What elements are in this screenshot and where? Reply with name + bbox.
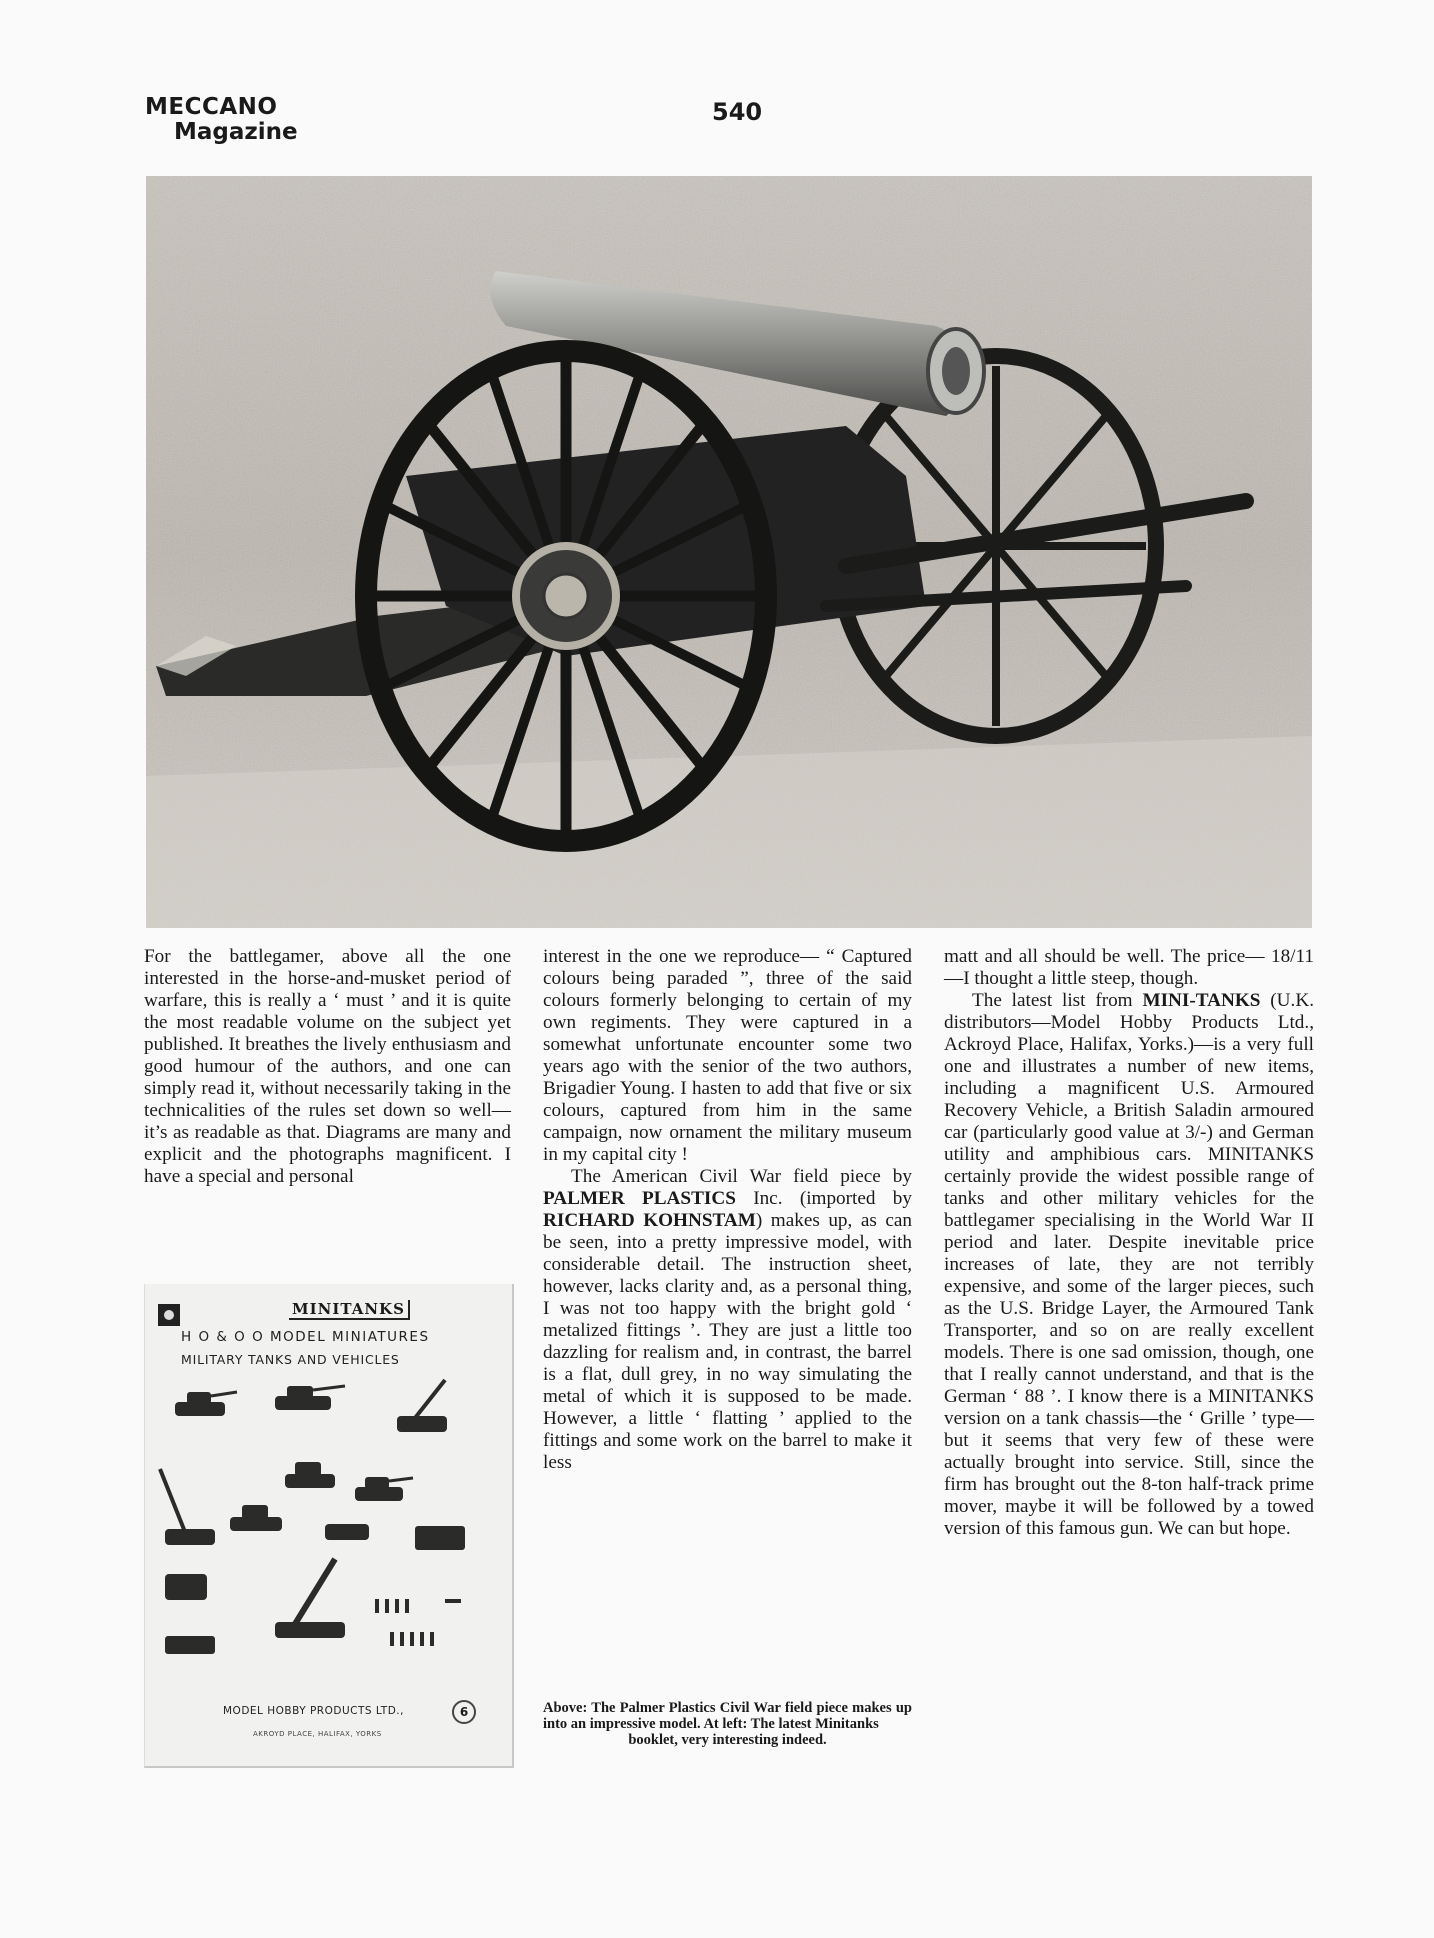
tank-icon: [175, 1392, 237, 1416]
booklet-subtitle-2: MILITARY TANKS AND VEHICLES: [181, 1352, 400, 1367]
column2-paragraph-1: interest in the one we reproduce— “ Captured colours being paraded ”, three of the said colours formerly belonging to certain of my own regiments. They were captured in a somewhat unfortunate encounter some two years ago with the senior of the two authors, Brigadier Young. I hasten to add that five or six colours, captured from him in the same campaign, now ornament the military museum in my capital city !: [543, 946, 912, 1165]
column-1: [144, 946, 511, 1188]
minitanks-name: MINI-TANKS: [1142, 990, 1261, 1011]
anti-aircraft-gun-icon: [160, 1469, 215, 1545]
photo-caption: [543, 1700, 912, 1748]
tank-icon: [285, 1462, 335, 1488]
booklet-price-badge: 6: [452, 1700, 476, 1724]
booklet-distributor: MODEL HOBBY PRODUCTS LTD.,: [223, 1705, 404, 1717]
masthead-title: MECCANO: [145, 94, 278, 120]
column3-paragraph-1: matt and all should be well. The price— 18/11—I thought a little steep, though.: [944, 946, 1314, 989]
half-track-icon: [165, 1574, 207, 1600]
importer-name: RICHARD KOHNSTAM: [543, 1210, 756, 1231]
armoured-car-icon: [325, 1524, 369, 1540]
masthead-subtitle: Magazine: [174, 119, 298, 145]
column2-text: Inc. (imported by: [753, 1188, 912, 1209]
truck-icon: [165, 1636, 215, 1654]
figures-icon: [390, 1632, 434, 1646]
figures-icon: [375, 1599, 461, 1613]
tank-icon: [275, 1386, 345, 1410]
self-propelled-gun-icon: [397, 1380, 447, 1432]
booklet-logo-icon: [158, 1304, 180, 1326]
tank-icon: [230, 1505, 282, 1531]
tank-icon: [355, 1477, 413, 1501]
column-3: [944, 946, 1314, 1540]
column3-paragraph-2: [944, 990, 1314, 1540]
column2-paragraph-2: [543, 1166, 912, 1474]
booklet-address: AKROYD PLACE, HALIFAX, YORKS: [253, 1730, 382, 1738]
column2-text: The American Civil War field piece by: [571, 1166, 912, 1187]
masthead: [145, 96, 298, 144]
column3-text: The latest list from: [972, 990, 1133, 1011]
minitanks-booklet-photo: [144, 1284, 514, 1768]
manufacturer-name: PALMER PLASTICS: [543, 1188, 736, 1209]
missile-launcher-icon: [275, 1559, 345, 1638]
caption-last-line: booklet, very interesting indeed.: [628, 1732, 827, 1748]
booklet-subtitle-1: H O & O O MODEL MINIATURES: [181, 1329, 430, 1345]
column-2: [543, 946, 912, 1474]
truck-icon: [415, 1526, 465, 1550]
cannon-photo: [146, 176, 1312, 928]
page-number: 540: [712, 98, 763, 126]
booklet-vehicle-illustrations: [145, 1374, 512, 1694]
column1-paragraph: For the battlegamer, above all the one interested in the horse-and-musket period of warfare, this is really a ‘ must ’ and it is quite the most readable volume on the subject yet published. It breathes the lively enthusiasm and good humour of the authors, and one can simply read it, without necessarily taking in the technicalities of the rules set down so well—it’s as readable as that. Diagrams are many and explicit and the photographs magnificent. I have a special and personal: [144, 946, 511, 1187]
column2-text: ) makes up, as can be seen, into a pretty impressive model, with considerable detail. The instruction sheet, however, lacks clarity and, as a personal thing, I was not too happy with the bright gold ‘ metalized fittings ’. They are just a little too dazzling for realism and, in contrast, the barrel is a flat, dull grey, in no way simulating the metal of which it is supposed to be made. However, a little ‘ flatting ’ applied to the fittings and some work on the barrel to make it less: [543, 1210, 912, 1473]
caption-text: Above: The Palmer Plastics Civil War field piece makes up into an impressive model. At left: The latest Minitanks: [543, 1700, 912, 1732]
column3-text: (U.K. distributors—Model Hobby Products Ltd., Ackroyd Place, Halifax, Yorks.)—is a very full one and illustrates a number of new items, including a magnificent U.S. Armoured Recovery Vehicle, a British Saladin armoured car (particularly good value at 3/-) and German utility and amphibious cars. MINITANKS certainly provide the widest possible range of tanks and other military vehicles for the battlegamer specialising in the World War II period and later. Despite inevitable price increases of late, they are not terribly expensive, and some of the larger pieces, such as the U.S. Bridge Layer, the Armoured Tank Transporter, and so on are really excellent models. There is one sad omission, though, one that I really cannot understand, and that is the German ‘ 88 ’. I know there is a MINITANKS version on a tank chassis—the ‘ Grille ’ type—but it seems that very few of these were actually brought into service. Still, since the firm has brought out the 8-ton half-track prime mover, maybe it will be followed by a towed version of this famous gun. We can but hope.: [944, 990, 1314, 1539]
booklet-brand: MINITANKS: [289, 1300, 410, 1320]
